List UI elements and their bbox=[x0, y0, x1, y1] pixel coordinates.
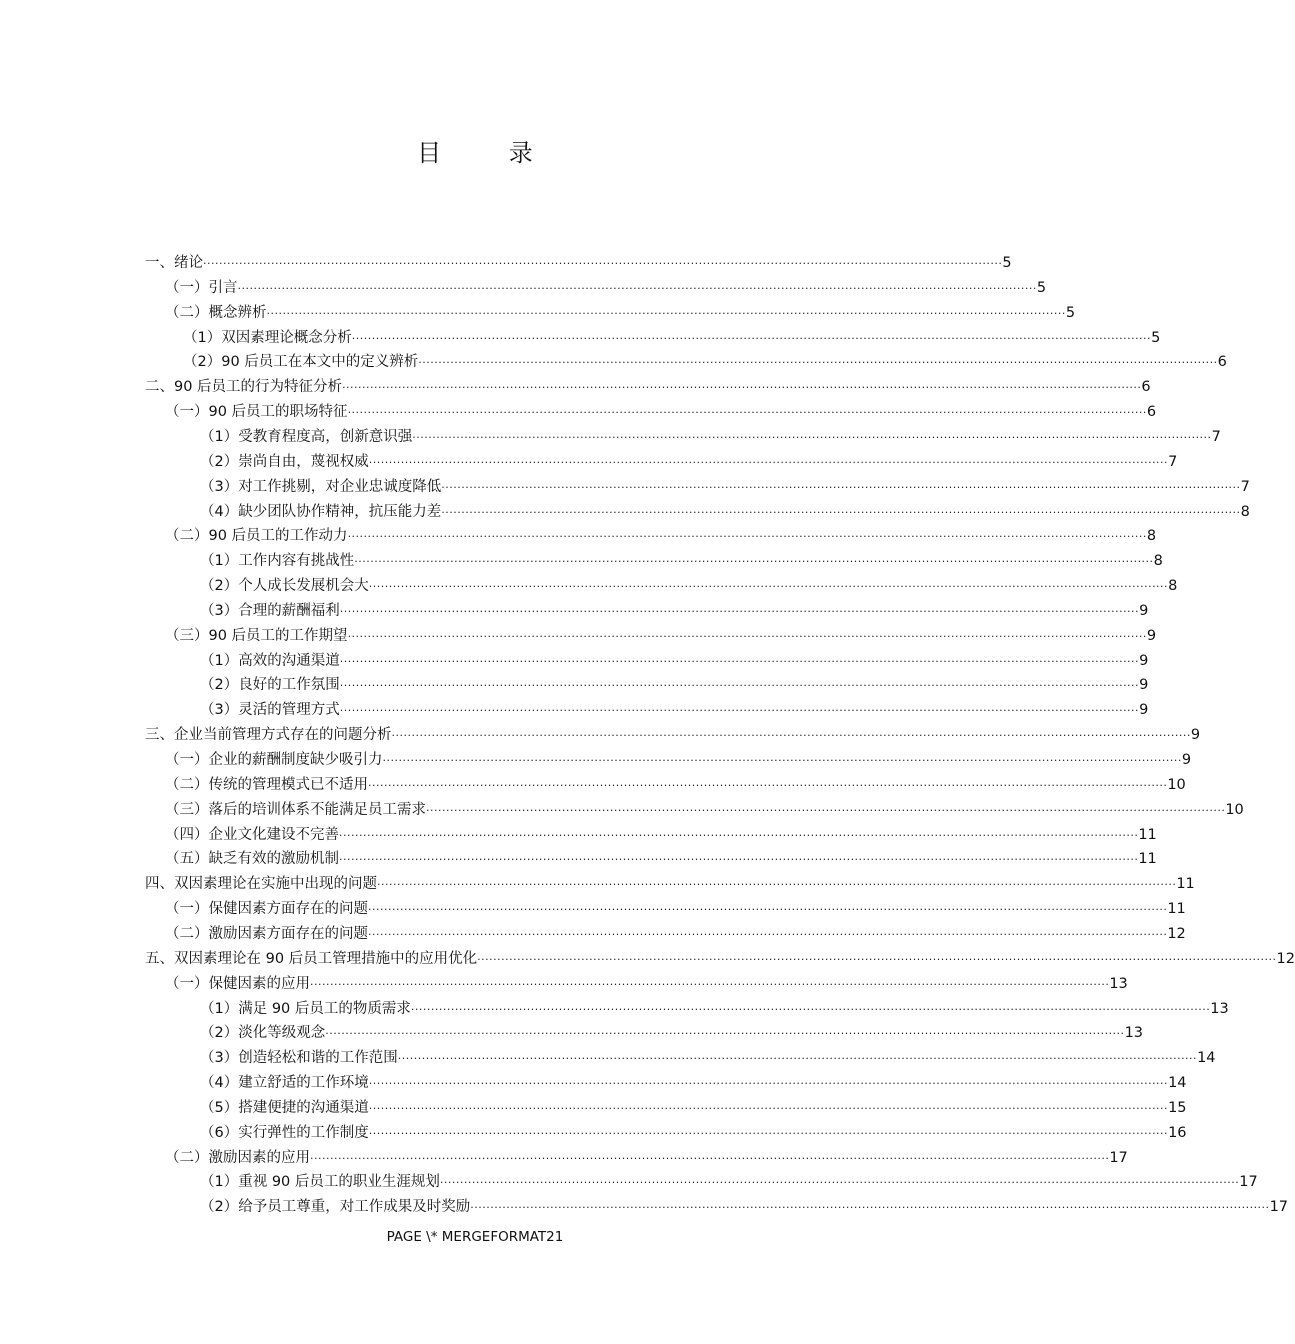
toc-entry-page: 6 bbox=[1217, 354, 1227, 371]
toc-entry[interactable] bbox=[165, 748, 1192, 772]
toc-entry-title: （一）保健因素方面存在的问题 bbox=[165, 901, 368, 918]
toc-entry-title: （3）对工作挑剔，对企业忠诚度降低 bbox=[200, 478, 442, 495]
toc-entry-title: （二）概念辨析 bbox=[165, 304, 267, 321]
toc-entry-page: 5 bbox=[1065, 304, 1076, 321]
toc-dot-leader: ········································································································································································································ bbox=[339, 704, 1140, 718]
toc-entry-title: （2）良好的工作氛围 bbox=[200, 677, 340, 694]
toc-dot-leader: ········································································································································································································ bbox=[368, 580, 1169, 594]
toc-dot-leader: ········································································································································································································ bbox=[426, 803, 1226, 817]
toc-entry-title: （四）企业文化建设不完善 bbox=[165, 826, 339, 843]
toc-dot-leader: ········································································································································································································ bbox=[368, 455, 1169, 469]
toc-entry-title: （五）缺乏有效的激励机制 bbox=[165, 851, 339, 868]
toc-entry[interactable] bbox=[165, 922, 1186, 946]
toc-entry-title: （1）重视 90 后员工的职业生涯规划 bbox=[200, 1174, 440, 1191]
toc-entry[interactable] bbox=[145, 947, 1295, 971]
toc-entry[interactable] bbox=[165, 897, 1186, 921]
toc-dot-leader: ········································································································································································································ bbox=[339, 853, 1139, 867]
toc-entry-title: 一、绪论 bbox=[145, 255, 203, 271]
toc-entry-page: 11 bbox=[1138, 851, 1157, 868]
toc-entry-page: 5 bbox=[1036, 279, 1047, 296]
toc-entry-title: （4）缺少团队协作精神，抗压能力差 bbox=[200, 503, 442, 520]
toc-entry[interactable] bbox=[183, 326, 1161, 350]
toc-entry-title: （1）受教育程度高，创新意识强 bbox=[200, 428, 413, 445]
toc-dot-leader: ········································································································································································································ bbox=[470, 1201, 1270, 1215]
toc-dot-leader: ········································································································································································································ bbox=[342, 381, 1142, 395]
toc-dot-leader: ········································································································································································································ bbox=[368, 778, 1168, 792]
toc-dot-leader: ········································································································································································································ bbox=[339, 654, 1140, 668]
toc-entry-title: （2）个人成长发展机会大 bbox=[200, 578, 369, 595]
toc-entry[interactable] bbox=[200, 673, 1149, 697]
toc-entry[interactable] bbox=[200, 549, 1163, 573]
toc-entry[interactable] bbox=[200, 1195, 1289, 1219]
toc-entry-title: 三、企业当前管理方式存在的问题分析 bbox=[145, 727, 392, 744]
page-footer: PAGE \* MERGEFORMAT21 bbox=[386, 1229, 564, 1245]
toc-entry-title: （二）激励因素方面存在的问题 bbox=[165, 925, 368, 942]
toc-entry[interactable] bbox=[200, 997, 1229, 1021]
toc-dot-leader: ········································································································································································································ bbox=[325, 1027, 1125, 1041]
toc-entry[interactable] bbox=[165, 823, 1157, 847]
toc-entry-page: 13 bbox=[1124, 1025, 1144, 1042]
toc-entry-page: 17 bbox=[1109, 1149, 1128, 1166]
toc-entry-title: （3）灵活的管理方式 bbox=[200, 702, 340, 719]
toc-entry-page: 9 bbox=[1139, 677, 1149, 694]
toc-entry-page: 16 bbox=[1168, 1124, 1187, 1141]
toc-dot-leader: ········································································································································································································ bbox=[382, 754, 1182, 767]
toc-dot-leader: ········································································································································································································ bbox=[347, 406, 1147, 420]
toc-entry-title: （3）合理的薪酬福利 bbox=[200, 602, 340, 619]
toc-entry-page: 9 bbox=[1181, 752, 1192, 768]
toc-entry-title: （3）创造轻松和谐的工作范围 bbox=[200, 1050, 398, 1067]
toc-entry-page: 9 bbox=[1190, 727, 1201, 744]
toc-dot-leader: ········································································································································································································ bbox=[397, 1052, 1198, 1066]
toc-dot-leader: ········································································································································································································ bbox=[412, 430, 1212, 444]
toc-entry-page: 17 bbox=[1269, 1199, 1289, 1216]
toc-entry[interactable] bbox=[165, 524, 1157, 548]
toc-dot-leader: ········································································································································································································ bbox=[347, 530, 1147, 544]
toc-entry[interactable] bbox=[200, 475, 1250, 499]
toc-entry-page: 12 bbox=[1167, 925, 1186, 942]
toc-entry[interactable] bbox=[200, 1096, 1187, 1120]
toc-dot-leader: ········································································································································································································ bbox=[441, 480, 1241, 494]
toc-entry-page: 10 bbox=[1225, 801, 1244, 818]
toc-entry-title: 四、双因素理论在实施中出现的问题 bbox=[145, 876, 377, 893]
toc-dot-leader: ········································································································································································································ bbox=[339, 604, 1140, 618]
toc-entry[interactable] bbox=[200, 1121, 1187, 1145]
toc-entry-page: 6 bbox=[1141, 379, 1151, 396]
toc-entry-page: 12 bbox=[1276, 950, 1295, 967]
toc-entry-page: 6 bbox=[1146, 404, 1157, 421]
toc-entry[interactable] bbox=[165, 972, 1128, 996]
toc-entry[interactable] bbox=[165, 624, 1157, 648]
toc-entry-page: 13 bbox=[1210, 1000, 1229, 1017]
toc-title: 目 录 bbox=[417, 139, 563, 167]
toc-entry-page: 9 bbox=[1146, 627, 1157, 644]
toc-entry-title: （二）传统的管理模式已不适用 bbox=[165, 776, 368, 793]
toc-entry-title: （一）企业的薪酬制度缺少吸引力 bbox=[165, 752, 383, 768]
toc-entry[interactable] bbox=[200, 574, 1178, 598]
toc-dot-leader: ········································································································································································································ bbox=[339, 679, 1140, 693]
toc-entry[interactable] bbox=[200, 1046, 1216, 1070]
toc-entry-title: （三）90 后员工的工作期望 bbox=[165, 627, 348, 644]
toc-entry[interactable] bbox=[165, 276, 1047, 300]
toc-dot-leader: ········································································································································································································ bbox=[439, 1176, 1240, 1190]
toc-entry-title: （6）实行弹性的工作制度 bbox=[200, 1124, 369, 1141]
toc-dot-leader: ········································································································································································································ bbox=[368, 927, 1168, 941]
toc-entry-title: 二、90 后员工的行为特征分析 bbox=[145, 379, 343, 396]
toc-entry-page: 11 bbox=[1138, 826, 1157, 843]
toc-entry-title: （一）引言 bbox=[165, 279, 238, 296]
toc-entry-title: （二）90 后员工的工作动力 bbox=[165, 528, 348, 545]
toc-entry-page: 7 bbox=[1211, 428, 1221, 445]
toc-entry[interactable] bbox=[200, 425, 1221, 449]
toc-dot-leader: ········································································································································································································ bbox=[368, 1077, 1169, 1091]
toc-entry[interactable] bbox=[145, 251, 1012, 275]
toc-dot-leader: ········································································································································································································ bbox=[354, 555, 1154, 569]
toc-entry-page: 5 bbox=[1151, 329, 1161, 346]
toc-entry-page: 14 bbox=[1168, 1075, 1187, 1092]
toc-entry-page: 8 bbox=[1168, 578, 1178, 595]
toc-entry-title: （1）工作内容有挑战性 bbox=[200, 553, 355, 570]
toc-dot-leader: ········································································································································································································ bbox=[477, 952, 1277, 966]
toc-entry-title: （1）满足 90 后员工的物质需求 bbox=[200, 1000, 411, 1017]
toc-dot-leader: ········································································································································································································ bbox=[347, 629, 1147, 643]
toc-dot-leader: ········································································································································································································ bbox=[368, 903, 1168, 917]
toc-dot-leader: ········································································································································································································ bbox=[310, 977, 1110, 991]
toc-entry-title: （三）落后的培训体系不能满足员工需求 bbox=[165, 801, 426, 818]
toc-dot-leader: ········································································································································································································ bbox=[368, 1126, 1169, 1140]
toc-entry[interactable] bbox=[200, 698, 1149, 722]
toc-entry[interactable] bbox=[165, 798, 1244, 822]
toc-entry-title: （4）建立舒适的工作环境 bbox=[200, 1075, 369, 1092]
toc-entry-page: 9 bbox=[1139, 652, 1149, 669]
toc-entry-page: 11 bbox=[1167, 901, 1186, 918]
toc-entry-title: （2）90 后员工在本文中的定义辨析 bbox=[183, 354, 419, 371]
toc-entry-page: 13 bbox=[1109, 975, 1128, 992]
toc-entry[interactable] bbox=[200, 500, 1250, 524]
toc-dot-leader: ········································································································································································································ bbox=[310, 1151, 1110, 1165]
toc-dot-leader: ········································································································································································································ bbox=[339, 828, 1139, 842]
toc-entry-page: 10 bbox=[1167, 776, 1186, 793]
toc-dot-leader: ········································································································································································································ bbox=[441, 505, 1241, 519]
toc-entry-page: 7 bbox=[1168, 453, 1178, 470]
toc-dot-leader: ········································································································································································································ bbox=[410, 1002, 1211, 1016]
toc-entry[interactable] bbox=[200, 599, 1149, 623]
toc-entry[interactable] bbox=[145, 375, 1151, 399]
toc-entry-title: （5）搭建便捷的沟通渠道 bbox=[200, 1099, 369, 1116]
toc-entry-title: 五、双因素理论在 90 后员工管理措施中的应用优化 bbox=[145, 950, 478, 967]
toc-entry[interactable] bbox=[200, 450, 1178, 474]
toc-entry-page: 9 bbox=[1139, 702, 1149, 719]
toc-dot-leader: ········································································································································································································ bbox=[377, 878, 1177, 892]
toc-entry-page: 11 bbox=[1176, 876, 1195, 893]
toc-dot-leader: ········································································································································································································ bbox=[237, 281, 1037, 295]
toc-entry-page: 5 bbox=[1002, 255, 1012, 271]
toc-entry-title: （2）给予员工尊重，对工作成果及时奖励 bbox=[200, 1199, 471, 1216]
toc-entry[interactable] bbox=[145, 723, 1201, 747]
toc-entry[interactable] bbox=[165, 400, 1157, 424]
toc-entry[interactable] bbox=[200, 1170, 1258, 1194]
toc-entry[interactable] bbox=[200, 1071, 1187, 1095]
toc-dot-leader: ········································································································································································································ bbox=[418, 356, 1218, 370]
toc-dot-leader: ········································································································································································································ bbox=[266, 306, 1066, 320]
toc-dot-leader: ········································································································································································································ bbox=[368, 1101, 1169, 1115]
toc-entry[interactable] bbox=[165, 1146, 1128, 1170]
toc-entry-page: 8 bbox=[1146, 528, 1157, 545]
toc-entry-page: 9 bbox=[1139, 602, 1149, 619]
toc-entry[interactable] bbox=[200, 649, 1149, 673]
toc-entry-title: （2）崇尚自由，蔑视权威 bbox=[200, 453, 369, 470]
toc-entry[interactable] bbox=[145, 872, 1195, 896]
toc-entry[interactable] bbox=[165, 847, 1157, 871]
toc-entry-page: 7 bbox=[1240, 478, 1250, 495]
toc-entry[interactable] bbox=[165, 301, 1076, 325]
toc-entry-title: （2）淡化等级观念 bbox=[200, 1025, 326, 1042]
toc-entry-title: （二）激励因素的应用 bbox=[165, 1149, 310, 1166]
toc-entry-page: 8 bbox=[1240, 503, 1250, 520]
toc-entry-page: 14 bbox=[1197, 1050, 1216, 1067]
toc-entry-title: （1）双因素理论概念分析 bbox=[183, 329, 352, 346]
toc-dot-leader: ········································································································································································································ bbox=[351, 331, 1152, 345]
toc-dot-leader: ········································································································································································································ bbox=[391, 729, 1191, 743]
toc-entry[interactable] bbox=[183, 350, 1227, 374]
toc-entry-page: 15 bbox=[1168, 1099, 1187, 1116]
toc-entry[interactable] bbox=[200, 1021, 1144, 1045]
toc-dot-leader: ········································································································································································································ bbox=[203, 257, 1003, 270]
toc-entry-page: 8 bbox=[1153, 553, 1163, 570]
toc-entry-title: （一）保健因素的应用 bbox=[165, 975, 310, 992]
toc-entry-title: （一）90 后员工的职场特征 bbox=[165, 404, 348, 421]
toc-entry-title: （1）高效的沟通渠道 bbox=[200, 652, 340, 669]
toc-entry[interactable] bbox=[165, 773, 1186, 797]
toc-entry-page: 17 bbox=[1239, 1174, 1258, 1191]
